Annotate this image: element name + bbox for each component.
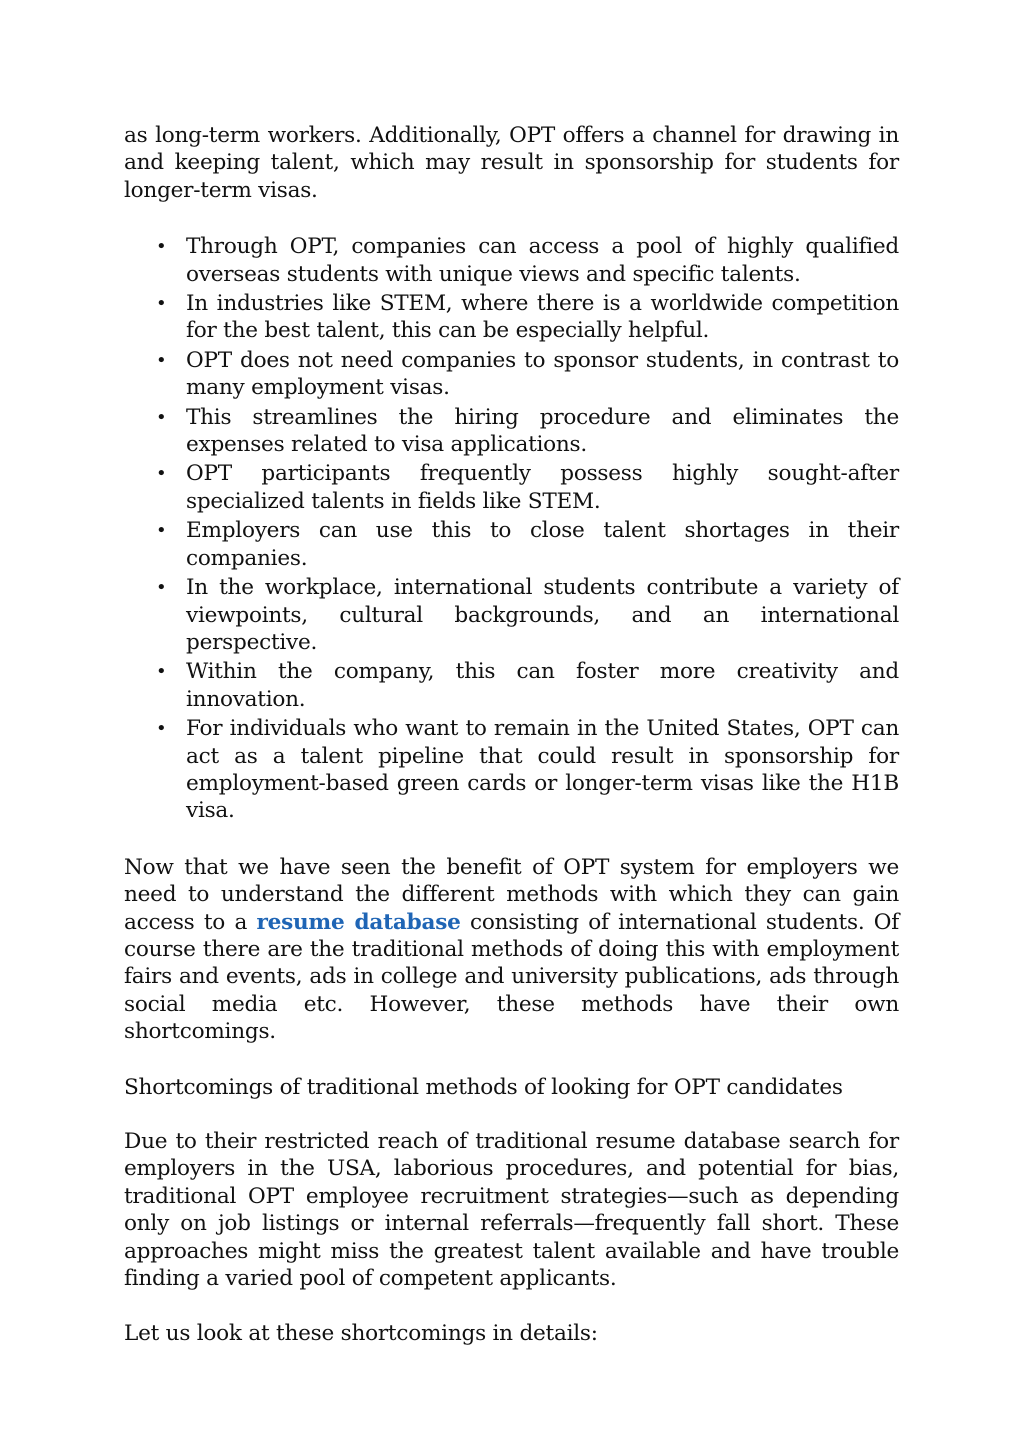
list-item-text: Within the company, this can foster more creativity and innovation. xyxy=(186,659,899,712)
bullet-icon: • xyxy=(156,661,167,683)
list-item-text: Employers can use this to close talent shortages in their companies. xyxy=(186,518,899,571)
list-item xyxy=(156,658,899,713)
list-item-text: OPT participants frequently possess highly sought-after specialized talents in fields like STEM. xyxy=(186,461,899,514)
list-item xyxy=(156,460,899,515)
methods-paragraph xyxy=(124,854,899,1046)
list-item xyxy=(156,290,899,345)
resume-database-link[interactable]: resume database xyxy=(256,909,461,935)
list-item-text: In the workplace, international students contribute a variety of viewpoints, cultural backgrounds, and an international perspective. xyxy=(186,575,899,655)
list-item-text: OPT does not need companies to sponsor students, in contrast to many employment visas. xyxy=(186,347,899,401)
bullet-icon: • xyxy=(156,520,167,542)
section-heading: Shortcomings of traditional methods of looking for OPT candidates xyxy=(124,1074,843,1100)
list-item-text: Through OPT, companies can access a pool of highly qualified overseas students with unique views and specific talents. xyxy=(186,234,899,287)
bullet-icon: • xyxy=(156,406,167,428)
list-item-text: This streamlines the hiring procedure and eliminates the expenses related to visa applications. xyxy=(186,404,899,458)
methods-text-after-link: consisting of international students. Of course there are the traditional methods of doing this with employment fairs and events, ads in college and university publications, ads through social media etc. However, these methods have their own shortcomings. xyxy=(124,909,900,1045)
intro-paragraph: as long-term workers. Additionally, OPT offers a channel for drawing in and keeping talent, which may result in sponsorship for students for longer-term visas. xyxy=(124,123,899,203)
list-item-text: In industries like STEM, where there is a worldwide competition for the best talent, this can be especially helpful. xyxy=(186,291,899,344)
bullet-icon: • xyxy=(156,718,167,740)
bullet-icon: • xyxy=(156,463,167,485)
list-item xyxy=(156,715,899,825)
bullet-icon: • xyxy=(156,577,167,599)
methods-text-before-link: Now that we have seen the benefit of OPT system for employers we need to understand the different methods with which they can gain access to a xyxy=(124,854,899,935)
list-item xyxy=(156,574,899,656)
list-item xyxy=(156,347,899,402)
list-item-text: For individuals who want to remain in the United States, OPT can act as a talent pipeline that could result in sponsorship for employment-based green cards or longer-term visas like the H1B visa. xyxy=(186,716,899,824)
list-item xyxy=(156,404,899,459)
bullet-icon: • xyxy=(156,236,167,258)
bullet-icon: • xyxy=(156,349,167,371)
document-page xyxy=(124,122,899,1348)
shortcomings-paragraph: Due to their restricted reach of traditional resume database search for employers in the USA, laborious procedures, and potential for bias, traditional OPT employee recruitment strategies—such as depending only on job listings or internal referrals—frequently fall short. These approaches might miss the greatest talent available and have trouble finding a varied pool of competent applicants. xyxy=(124,1129,899,1292)
list-item xyxy=(156,233,899,288)
closing-line: Let us look at these shortcomings in details: xyxy=(124,1321,598,1347)
list-item xyxy=(156,517,899,572)
bullet-icon: • xyxy=(156,293,167,315)
benefits-list xyxy=(124,233,899,825)
